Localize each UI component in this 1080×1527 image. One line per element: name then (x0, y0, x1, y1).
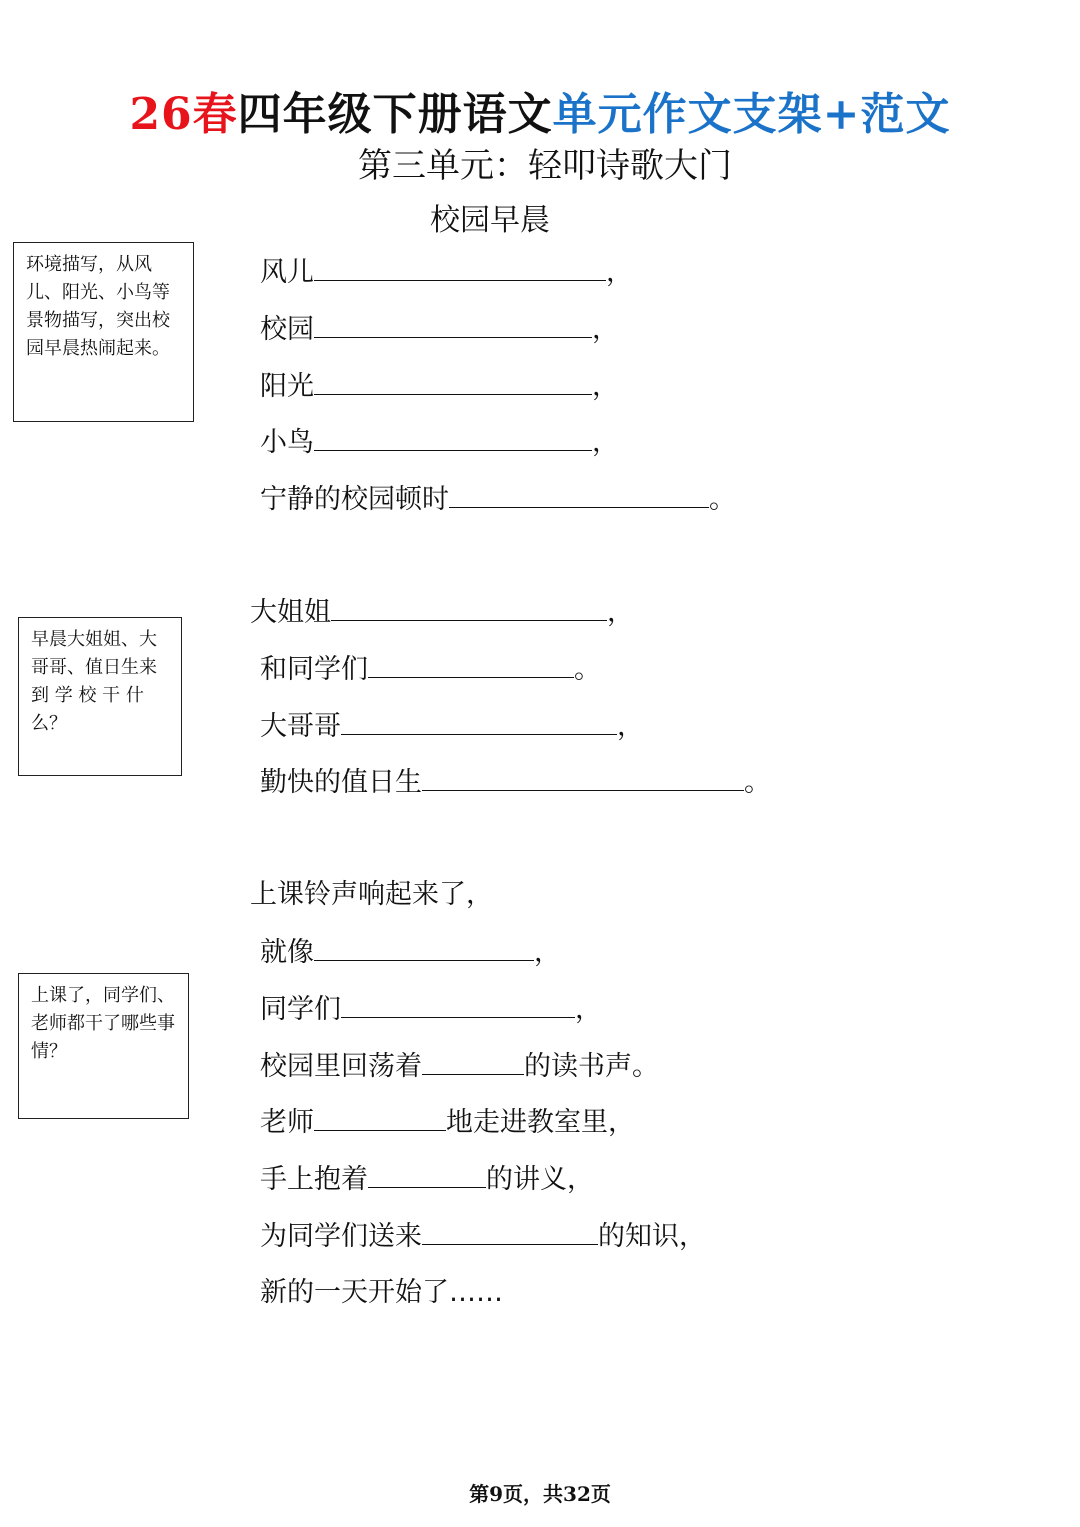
line-prefix: 大姐姐 (250, 597, 331, 628)
line-prefix: 上课铃声响起来了， (250, 879, 493, 910)
line-prefix: 阳光 (260, 371, 314, 402)
fill-line (260, 1275, 503, 1311)
fill-line (250, 877, 493, 913)
line-suffix: ， (606, 257, 633, 288)
title-grade: 四年级下册语文 (237, 89, 553, 140)
title-topic: 单元作文支架+范文 (552, 89, 951, 140)
answer-blank[interactable] (341, 708, 617, 735)
answer-blank[interactable] (368, 1161, 486, 1188)
fill-line (260, 311, 619, 348)
essay-title: 校园早晨 (430, 203, 550, 238)
line-prefix: 就像 (260, 937, 314, 968)
title-term: 26春 (129, 89, 238, 140)
line-prefix: 宁静的校园顿时 (260, 484, 449, 515)
fill-line (260, 764, 771, 801)
answer-blank[interactable] (314, 934, 534, 961)
answer-blank[interactable] (314, 254, 606, 281)
line-suffix: 的讲义， (486, 1164, 594, 1195)
unit-subtitle: 第三单元：轻叩诗歌大门 (358, 146, 732, 186)
line-suffix: ， (592, 371, 619, 402)
answer-blank[interactable] (314, 311, 592, 338)
line-prefix: 校园 (260, 314, 314, 345)
answer-blank[interactable] (368, 651, 574, 678)
fill-line (260, 991, 602, 1028)
line-suffix: ， (592, 427, 619, 458)
fill-line (260, 651, 601, 688)
fill-line (260, 1161, 594, 1198)
answer-blank[interactable] (314, 1104, 446, 1131)
line-prefix: 风儿 (260, 257, 314, 288)
answer-blank[interactable] (449, 481, 709, 508)
answer-blank[interactable] (422, 1218, 598, 1245)
answer-blank[interactable] (314, 424, 592, 451)
line-suffix: ， (617, 711, 644, 742)
fill-line (260, 1048, 659, 1085)
line-suffix: ， (575, 994, 602, 1025)
fill-line (260, 1218, 706, 1255)
line-prefix: 新的一天开始了…… (260, 1277, 503, 1308)
document-title (0, 78, 1080, 142)
hint-box-3: 上课了，同学们、老师都干了哪些事情？ (18, 973, 189, 1119)
line-suffix: ， (592, 314, 619, 345)
line-prefix: 手上抱着 (260, 1164, 368, 1195)
page-footer: 第9页，共32页 (469, 1482, 611, 1506)
line-prefix: 老师 (260, 1107, 314, 1138)
fill-line (260, 708, 644, 745)
answer-blank[interactable] (422, 1048, 524, 1075)
answer-blank[interactable] (331, 594, 607, 621)
fill-line (260, 254, 633, 291)
line-suffix: 的知识， (598, 1221, 706, 1252)
hint-box-2: 早晨大姐姐、大哥哥、值日生来到 学 校 干 什么？ (18, 617, 182, 776)
fill-line (250, 594, 634, 631)
line-suffix: 。 (574, 654, 601, 685)
line-prefix: 勤快的值日生 (260, 767, 422, 798)
hint-box-1: 环境描写，从风儿、阳光、小鸟等景物描写，突出校园早晨热闹起来。 (13, 242, 194, 422)
fill-line (260, 424, 619, 461)
line-suffix: ， (607, 597, 634, 628)
answer-blank[interactable] (341, 991, 575, 1018)
line-prefix: 小鸟 (260, 427, 314, 458)
line-prefix: 校园里回荡着 (260, 1051, 422, 1082)
fill-line (260, 934, 561, 971)
fill-line (260, 368, 619, 405)
line-suffix: 的读书声。 (524, 1051, 659, 1082)
fill-line (260, 481, 736, 518)
line-prefix: 和同学们 (260, 654, 368, 685)
line-suffix: 。 (744, 767, 771, 798)
line-suffix: 。 (709, 484, 736, 515)
line-suffix: ， (534, 937, 561, 968)
answer-blank[interactable] (422, 764, 744, 791)
fill-line (260, 1104, 635, 1141)
answer-blank[interactable] (314, 368, 592, 395)
line-prefix: 为同学们送来 (260, 1221, 422, 1252)
line-prefix: 同学们 (260, 994, 341, 1025)
line-suffix: 地走进教室里， (446, 1107, 635, 1138)
line-prefix: 大哥哥 (260, 711, 341, 742)
